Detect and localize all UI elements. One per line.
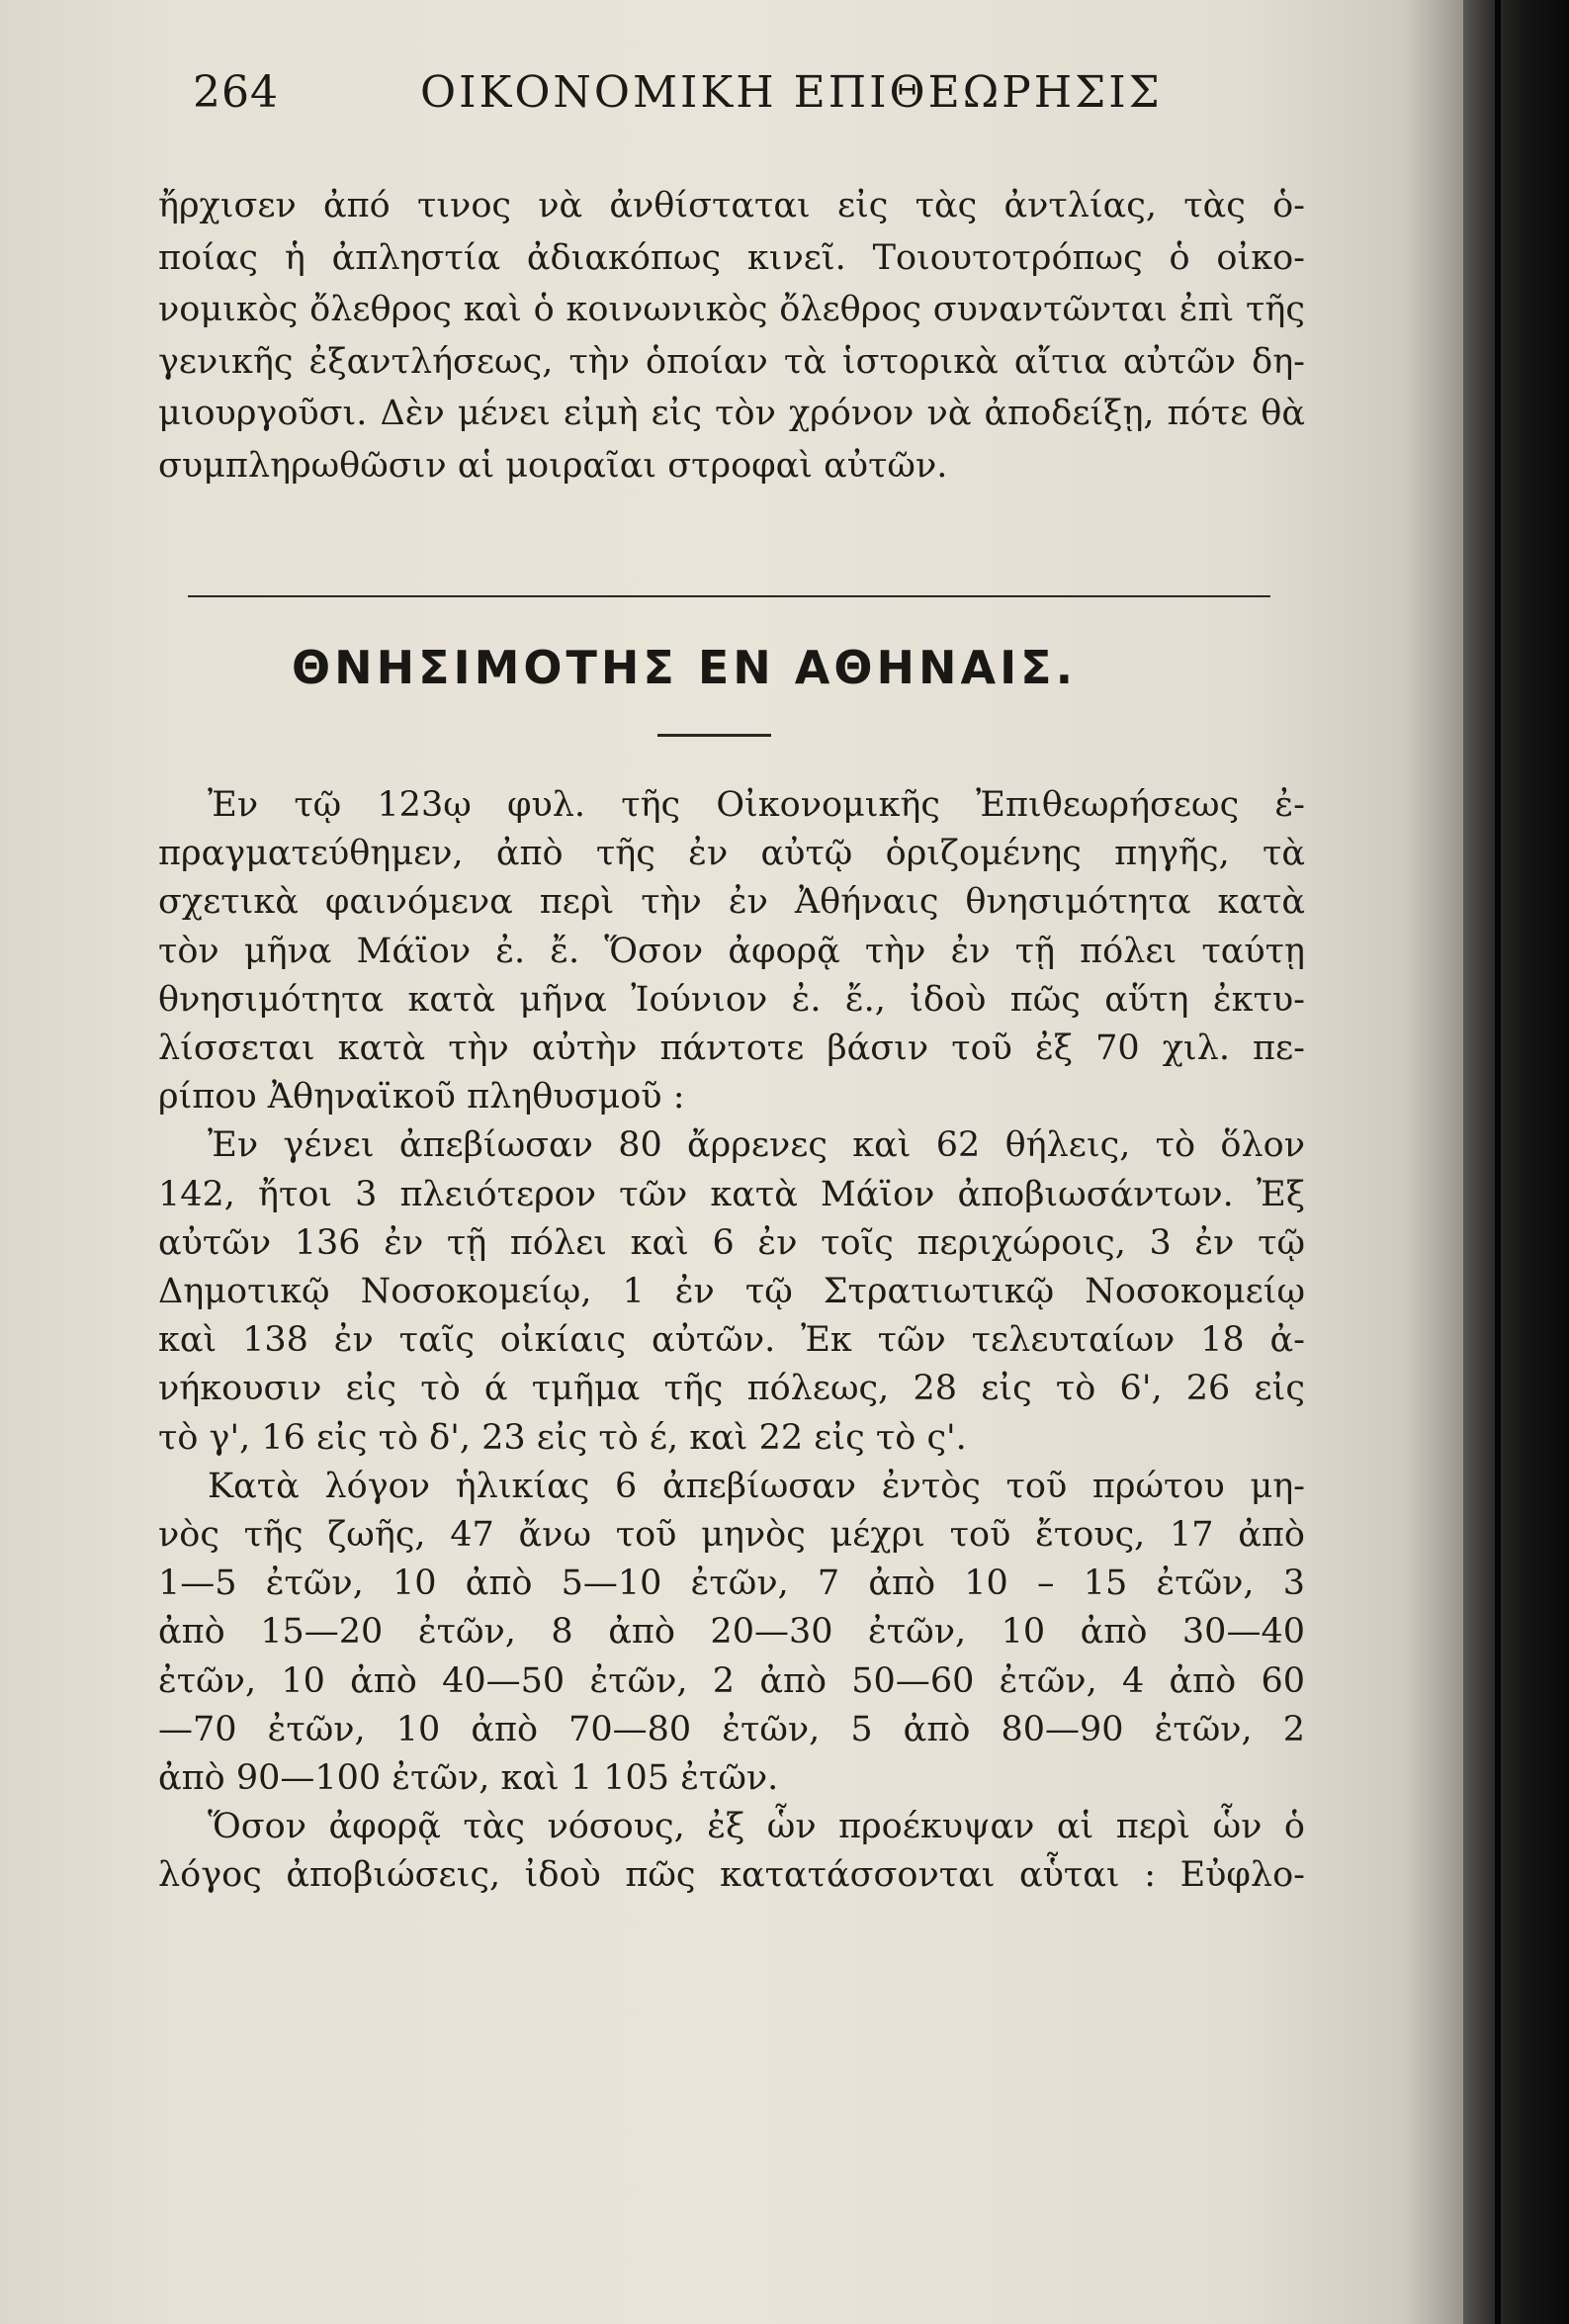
text-line: συμπληρωθῶσιν αἱ μοιραῖαι στροφαὶ αὐτῶν. xyxy=(158,445,948,486)
running-head xyxy=(193,67,1300,127)
text-line: λίσσεται κατὰ τὴν αὐτὴν πάντοτε βάσιν τοῦ ἐξ 70 χιλ. πε- xyxy=(158,1028,1305,1069)
book-spine-edge xyxy=(1495,0,1501,2324)
text-line: νήκουσιν εἰς τὸ ά τμῆμα τῆς πόλεως, 28 εἰς τὸ 6', 26 εἰς xyxy=(158,1369,1305,1409)
text-line: γενικῆς ἐξαντλήσεως, τὴν ὁποίαν τὰ ἱστορικὰ αἴτια αὐτῶν δη- xyxy=(158,341,1305,382)
text-line: θνησιμότητα κατὰ μῆνα Ἰούνιον ἐ. ἔ., ἰδοὺ πῶς αὕτη ἐκτυ- xyxy=(158,979,1305,1020)
text-line: καὶ 138 ἐν ταῖς οἰκίαις αὐτῶν. Ἐκ τῶν τελευταίων 18 ἀ- xyxy=(158,1320,1305,1361)
section-title: ΘΝΗΣΙΜΟΤΗΣ ΕΝ ΑΘΗΝΑΙΣ. xyxy=(292,641,1078,694)
text-line: πραγματεύθημεν, ἀπὸ τῆς ἐν αὐτῷ ὁριζομένης πηγῆς, τὰ xyxy=(158,834,1305,874)
text-line: —70 ἐτῶν, 10 ἀπὸ 70—80 ἐτῶν, 5 ἀπὸ 80—90 ἐτῶν, 2 xyxy=(158,1709,1305,1749)
text-line: νὸς τῆς ζωῆς, 47 ἄνω τοῦ μηνὸς μέχρι τοῦ ἔτους, 17 ἀπὸ xyxy=(158,1515,1305,1556)
section-divider xyxy=(188,595,1270,597)
text-line: ἤρχισεν ἀπό τινος νὰ ἀνθίσταται εἰς τὰς ἀντλίας, τὰς ὁ- xyxy=(158,186,1305,225)
text-line: Κατὰ λόγον ἡλικίας 6 ἀπεβίωσαν ἐντὸς τοῦ πρώτου μη- xyxy=(208,1466,1305,1506)
text-line: Ὅσον ἀφορᾷ τὰς νόσους, ἐξ ὧν προέκυψαν αἱ περὶ ὧν ὁ xyxy=(208,1807,1305,1847)
text-line: σχετικὰ φαινόμενα περὶ τὴν ἐν Ἀθήναις θνησιμότητα κατὰ xyxy=(158,882,1305,923)
text-line: ποίας ἡ ἀπληστία ἀδιακόπως κινεῖ. Τοιουτοτρόπως ὁ οἰκο- xyxy=(158,237,1305,278)
intro-paragraph xyxy=(158,180,1305,492)
text-line: νομικὸς ὄλεθρος καὶ ὁ κοινωνικὸς ὄλεθρος συναντῶνται ἐπὶ τῆς xyxy=(158,290,1305,329)
text-line: ἀπὸ 15—20 ἐτῶν, 8 ἀπὸ 20—30 ἐτῶν, 10 ἀπὸ 30—40 xyxy=(158,1612,1305,1653)
text-line: τὸν μῆνα Μάϊον ἐ. ἔ. Ὅσον ἀφορᾷ τὴν ἐν τῇ πόλει ταύτῃ xyxy=(158,931,1305,971)
text-line: τὸ γ', 16 εἰς τὸ δ', 23 εἰς τὸ έ, καὶ 22 εἰς τὸ ς'. xyxy=(158,1417,967,1458)
text-line: ἐτῶν, 10 ἀπὸ 40—50 ἐτῶν, 2 ἀπὸ 50—60 ἐτῶν, 4 ἀπὸ 60 xyxy=(158,1660,1305,1701)
text-line: ρίπου Ἀθηναϊκοῦ πληθυσμοῦ : xyxy=(158,1077,685,1117)
running-title: ΟΙΚΟΝΟΜΙΚΗ ΕΠΙΘΕΩΡΗΣΙΣ xyxy=(420,67,1163,118)
text-line: αὐτῶν 136 ἐν τῇ πόλει καὶ 6 ἐν τοῖς περιχώροις, 3 ἐν τῷ xyxy=(158,1222,1305,1263)
article-body xyxy=(158,781,1305,1901)
text-line: Ἐν τῷ 123ῳ φυλ. τῆς Οἰκονομικῆς Ἐπιθεωρήσεως ἐ- xyxy=(208,785,1305,825)
text-line: 142, ἤτοι 3 πλειότερον τῶν κατὰ Μάϊον ἀποβιωσάντων. Ἐξ xyxy=(158,1174,1305,1214)
text-line: Ἐν γένει ἀπεβίωσαν 80 ἄρρενες καὶ 62 θήλεις, τὸ ὅλον xyxy=(208,1125,1305,1166)
page-number: 264 xyxy=(193,67,279,118)
text-line: ἀπὸ 90—100 ἐτῶν, καὶ 1 105 ἐτῶν. xyxy=(158,1758,779,1799)
text-line: μιουργοῦσι. Δὲν μένει εἰμὴ εἰς τὸν χρόνον νὰ ἀποδείξῃ, πότε θὰ xyxy=(158,394,1305,433)
book-gutter xyxy=(1463,0,1569,2324)
text-line: λόγος ἀποβιώσεις, ἰδοὺ πῶς κατατάσσονται αὗται : Εὐφλο- xyxy=(158,1855,1305,1896)
text-line: 1—5 ἐτῶν, 10 ἀπὸ 5—10 ἐτῶν, 7 ἀπὸ 10 – 15 ἐτῶν, 3 xyxy=(158,1564,1305,1604)
title-underline xyxy=(657,734,771,737)
text-line: Δημοτικῷ Νοσοκομείῳ, 1 ἐν τῷ Στρατιωτικῷ Νοσοκομείῳ xyxy=(158,1272,1305,1312)
